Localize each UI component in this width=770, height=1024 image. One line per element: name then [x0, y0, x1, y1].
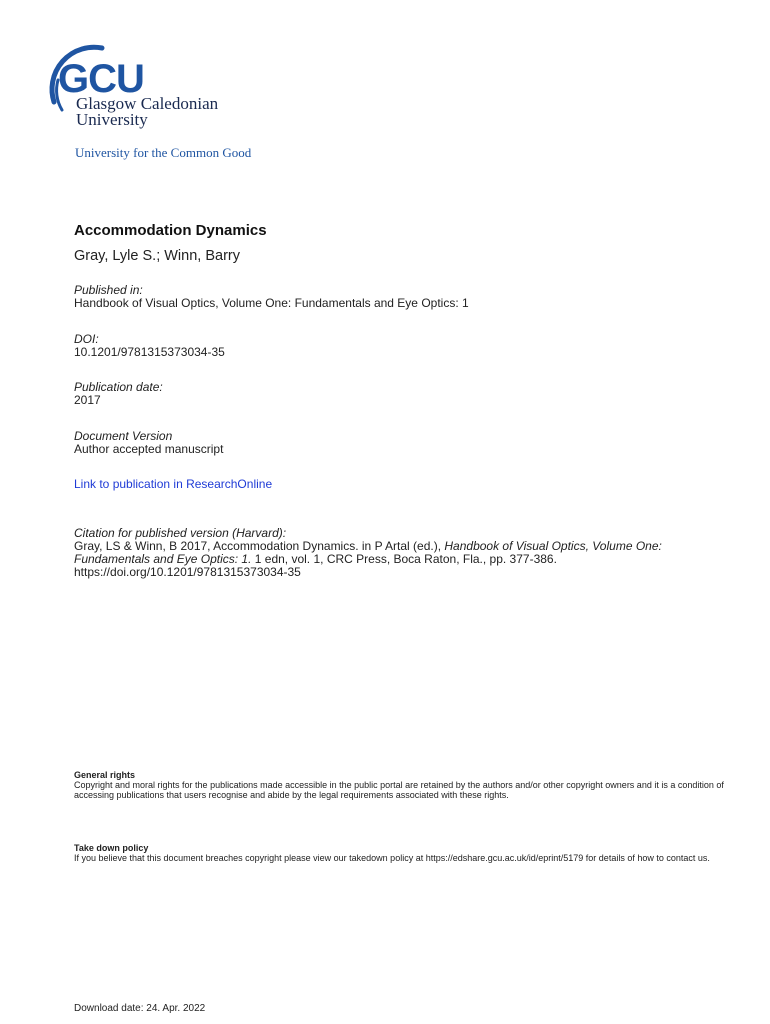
- publication-date-label: Publication date:: [74, 380, 163, 394]
- logo-name-line1: Glasgow Caledonian: [76, 94, 219, 113]
- citation-book-title: Handbook of Visual Optics, Volume One: Fundamentals and Eye Optics: 1.: [74, 539, 662, 566]
- publication-date-section: [74, 381, 163, 407]
- published-in-section: [74, 284, 469, 310]
- publication-title: Accommodation Dynamics: [74, 222, 267, 239]
- gcu-logo: [44, 40, 284, 140]
- publication-authors: Gray, Lyle S.; Winn, Barry: [74, 248, 240, 264]
- takedown-policy-section: [74, 843, 734, 863]
- citation-label: Citation for published version (Harvard):: [74, 526, 287, 540]
- doi-link[interactable]: 10.1201/9781315373034-35: [74, 345, 225, 359]
- citation-doi-url: https://doi.org/10.1201/9781315373034-35: [74, 565, 301, 579]
- published-in-label: Published in:: [74, 283, 143, 297]
- document-version-label: Document Version: [74, 429, 173, 443]
- takedown-policy-heading: Take down policy: [74, 843, 149, 853]
- logo-tagline: University for the Common Good: [75, 145, 252, 160]
- publication-date-value: 2017: [74, 393, 101, 407]
- citation-text-part1: Gray, LS & Winn, B 2017, Accommodation Dynamics. in P Artal (ed.),: [74, 539, 445, 553]
- download-date: Download date: 24. Apr. 2022: [74, 1003, 206, 1014]
- logo-name-line2: University: [76, 110, 148, 129]
- document-version-value: Author accepted manuscript: [74, 442, 224, 456]
- doi-label: DOI:: [74, 332, 99, 346]
- citation-section: [74, 527, 734, 579]
- published-in-value: Handbook of Visual Optics, Volume One: Fundamentals and Eye Optics: 1: [74, 296, 469, 310]
- general-rights-heading: General rights: [74, 770, 136, 780]
- citation-text-part2: 1 edn, vol. 1, CRC Press, Boca Raton, Fla., pp. 377-386.: [251, 552, 557, 566]
- logo-university-name: [76, 96, 218, 128]
- takedown-policy-text: If you believe that this document breaches copyright please view our takedown policy at https://edshare.gcu.ac.uk/id/eprint/5179 for details of how to contact us.: [74, 853, 710, 863]
- doi-section: [74, 333, 225, 359]
- logo-abbreviation: GCU: [58, 57, 144, 101]
- document-version-section: [74, 430, 223, 456]
- general-rights-text: Copyright and moral rights for the publications made accessible in the public portal are retained by the authors and/or other copyright owners and it is a condition of accessing publications that users recognise and abide by the legal requirements associated with these rights.: [74, 780, 724, 800]
- general-rights-section: [74, 770, 734, 800]
- research-online-link[interactable]: Link to publication in ResearchOnline: [74, 477, 273, 491]
